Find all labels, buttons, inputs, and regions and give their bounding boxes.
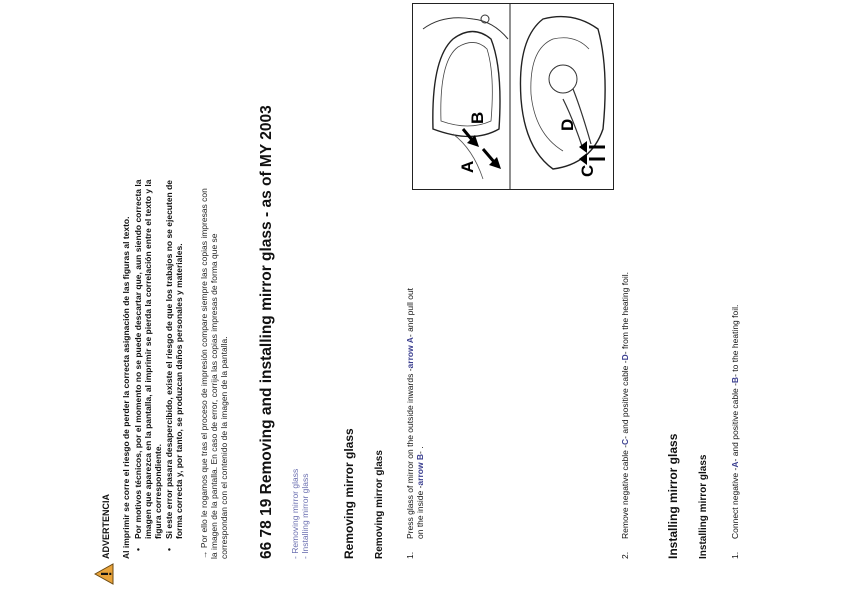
- installing-step1: Connect negative -A- and positive cable -B- to the heating foil.: [730, 304, 740, 539]
- figure-label-b: B: [468, 111, 487, 124]
- step-number: 1.: [730, 551, 740, 559]
- subheading-installing: Installing mirror glass: [698, 454, 709, 559]
- removing-step1-line2: on the inside -arrow B- .: [415, 446, 425, 539]
- warning-title: ADVERTENCIA: [101, 493, 111, 559]
- bullet-dot: •: [164, 548, 174, 551]
- step-number: 2.: [620, 551, 630, 559]
- figure-label-c: C: [578, 164, 597, 177]
- warning-bullet1-line3: figura correspondiente.: [153, 444, 163, 539]
- link-installing[interactable]: - Installing mirror glass: [300, 473, 310, 559]
- mirror-figure: [412, 3, 614, 190]
- warning-bullet1-line1: Por motivos técnicos, por el momento no se puede descartar que, aun siendo correcta la: [133, 179, 143, 539]
- section-heading-removing: Removing mirror glass: [342, 428, 356, 559]
- warning-note-line3: correspondan con el contenido de la imagen de la pantalla.: [219, 336, 229, 559]
- page-title: 66 78 19 Removing and installing mirror glass - as of MY 2003: [258, 105, 275, 559]
- link-removing[interactable]: - Removing mirror glass: [290, 468, 300, 559]
- warning-intro: Al imprimir se corre el riesgo de perder la correcta asignación de las figuras al texto.: [121, 216, 131, 559]
- mirror-illustration: [413, 4, 613, 189]
- warning-note-line1: → Por ello le rogamos que tras el proceso de impresión compare siempre las copias impresas con: [199, 188, 209, 559]
- warning-bullet2-line1: Si este error pasara desapercibido, existe el riesgo de que los trabajos no se ejecuten de: [164, 179, 174, 539]
- warning-triangle-icon: [94, 563, 114, 585]
- bullet-dot: •: [133, 548, 143, 551]
- step-number: 1.: [405, 551, 415, 559]
- subheading-removing: Removing mirror glass: [374, 450, 385, 559]
- section-heading-installing: Installing mirror glass: [666, 433, 680, 559]
- warning-note-line2: la imagen de la pantalla. En caso de error, corrija las copias impresas de forma que se: [209, 233, 219, 559]
- figure-label-d: D: [558, 118, 577, 131]
- removing-step1-line1: Press glass of mirror on the outside inwards -arrow A- and pull out: [405, 287, 415, 539]
- removing-step2: Remove negative cable -C- and positive cable -D- from the heating foil.: [620, 272, 630, 539]
- warning-bullet2-line2: forma correcta y, por tanto, se produzcan daños personales y materiales.: [174, 243, 184, 539]
- figure-label-a: A: [458, 160, 477, 173]
- warning-bullet1-line2: imagen que aparezca en la pantalla, al imprimir se pierda la correlación entre el texto y la: [143, 179, 153, 539]
